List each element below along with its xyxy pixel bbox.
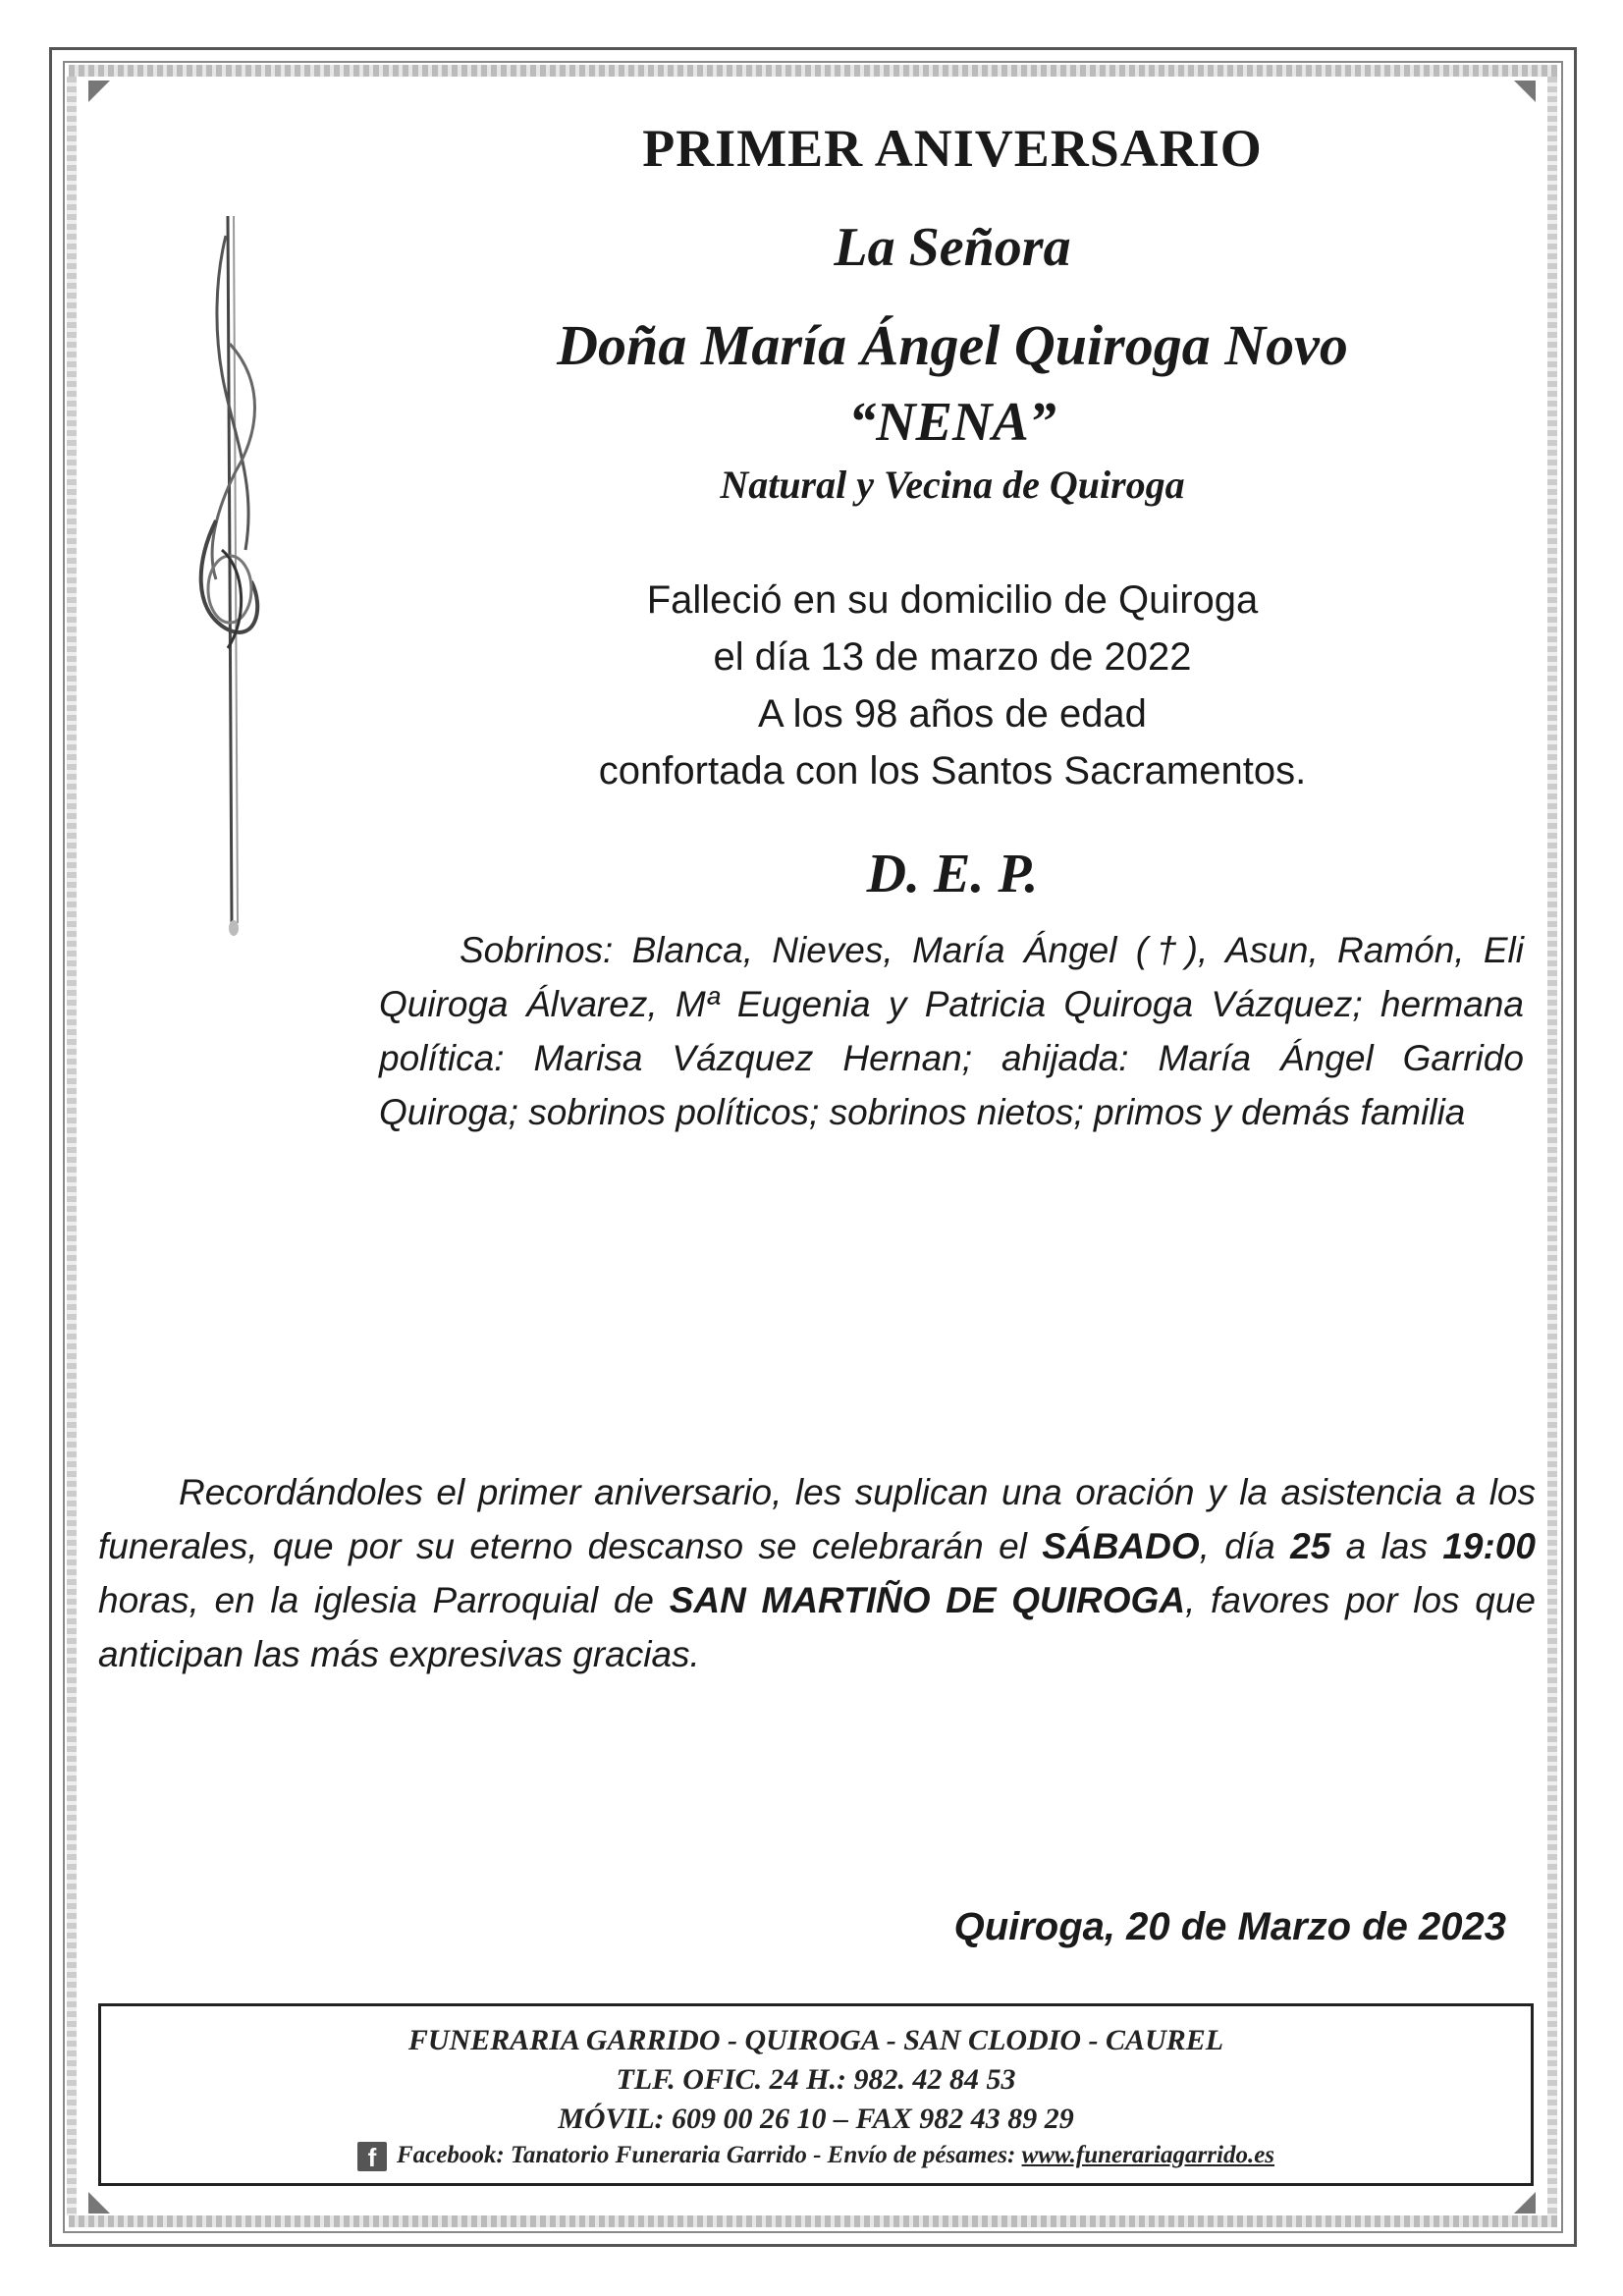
mass-announcement [98, 1465, 1536, 1681]
place-date: Quiroga, 20 de Marzo de 2023 [953, 1905, 1506, 1948]
website-link[interactable]: www.funerariagarrido.es [1021, 2142, 1275, 2168]
funeral-home-footer [98, 2003, 1534, 2186]
corner-ornament-top-right [1514, 81, 1536, 102]
mass-time: 19:00 [1442, 1526, 1536, 1566]
death-info-line: el día 13 de marzo de 2022 [713, 635, 1192, 679]
mass-day: SÁBADO [1042, 1526, 1200, 1566]
deceased-name: Doña María Ángel Quiroga Novo [557, 313, 1348, 377]
death-info [373, 572, 1532, 799]
office-phone: TLF. OFIC. 24 H.: 982. 42 84 53 [616, 2063, 1016, 2096]
corner-ornament-bottom-left [88, 2192, 110, 2214]
dep-heading: D. E. P. [866, 844, 1039, 904]
deceased-nickname: “NENA” [848, 392, 1056, 453]
frame-band-bottom [69, 2215, 1557, 2227]
death-info-line: Falleció en su domicilio de Quiroga [646, 578, 1259, 622]
relatives-paragraph [379, 923, 1524, 1139]
corner-ornament-bottom-right [1514, 2192, 1536, 2214]
page-title: PRIMER ANIVERSARIO [642, 119, 1263, 178]
frame-band-top [69, 65, 1557, 77]
mass-date: 25 [1290, 1526, 1331, 1566]
mass-text: , favores por los que anticipan las más expresivas gracias. [98, 1580, 1536, 1674]
social-line [101, 2142, 1531, 2171]
origin-text: Natural y Vecina de Quiroga [720, 463, 1185, 507]
mass-text: , día [1199, 1526, 1291, 1566]
mass-text: horas, en la iglesia Parroquial de [98, 1580, 670, 1620]
death-info-line: confortada con los Santos Sacramentos. [598, 749, 1307, 793]
honorific: La Señora [834, 217, 1071, 278]
funeral-home-name: FUNERARIA GARRIDO - QUIROGA - SAN CLODIO - CAUREL [407, 2024, 1224, 2056]
mass-church: SAN MARTIÑO DE QUIROGA [669, 1580, 1186, 1620]
frame-band-left [67, 77, 77, 2215]
mobile-fax: MÓVIL: 609 00 26 10 – FAX 982 43 89 29 [558, 2103, 1074, 2135]
corner-ornament-top-left [88, 81, 110, 102]
facebook-icon[interactable]: f [357, 2142, 387, 2171]
cross-icon [157, 196, 275, 943]
death-info-line: A los 98 años de edad [758, 692, 1147, 736]
mass-text: Recordándoles el primer aniversario, les suplican una oración y la asistencia a los funerales, que por su eterno descanso se celebrarán el [98, 1472, 1536, 1566]
mass-text: a las [1330, 1526, 1443, 1566]
frame-band-right [1547, 77, 1557, 2215]
relatives-text: Sobrinos: Blanca, Nieves, María Ángel (†), Asun, Ramón, Eli Quiroga Álvarez, Mª Eugenia y Patricia Quiroga Vázquez; hermana política: Marisa Vázquez Hernan; ahijada: María Ángel Garrido Quiroga; sobrinos políticos; sobrinos nietos; primos y demás familia [379, 930, 1524, 1132]
facebook-label: Facebook: Tanatorio Funeraria Garrido - Envío de pésames: [396, 2142, 1022, 2168]
